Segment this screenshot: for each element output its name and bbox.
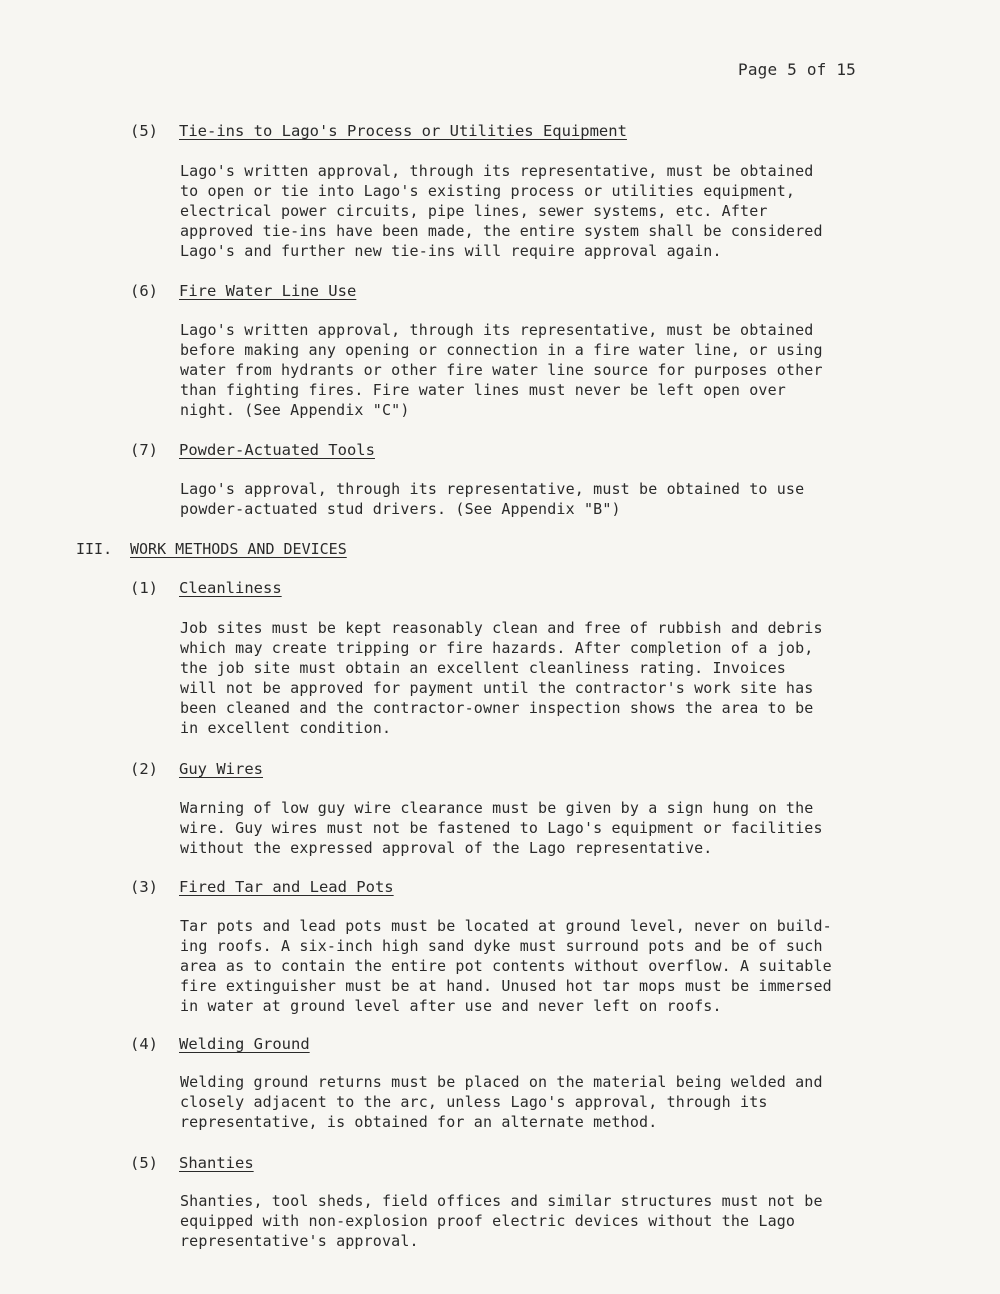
item-title: Shanties [179, 1154, 254, 1172]
paragraph-line: Tar pots and lead pots must be located at ground level, never on build- [180, 917, 832, 935]
item-number: (1) [130, 579, 158, 597]
item-paragraph [180, 618, 892, 738]
page-number: Page 5 of 15 [738, 60, 856, 79]
item-number: (2) [130, 760, 158, 778]
item-number: (3) [130, 878, 158, 896]
item-heading [130, 441, 375, 459]
paragraph-line: in water at ground level after use and never left on roofs. [180, 997, 722, 1015]
paragraph-line: Lago's written approval, through its representative, must be obtained [180, 162, 814, 180]
paragraph-line: been cleaned and the contractor-owner inspection shows the area to be [180, 699, 814, 717]
item-heading [130, 122, 627, 140]
paragraph-line: the job site must obtain an excellent cleanliness rating. Invoices [180, 659, 786, 677]
item-title: Tie-ins to Lago's Process or Utilities Equipment [179, 122, 627, 140]
item-title: Cleanliness [179, 579, 282, 597]
paragraph-line: night. (See Appendix "C") [180, 401, 410, 419]
paragraph-line: than fighting fires. Fire water lines must never be left open over [180, 381, 786, 399]
item-number: (5) [130, 122, 158, 140]
paragraph-line: fire extinguisher must be at hand. Unused hot tar mops must be immersed [180, 977, 832, 995]
item-paragraph [180, 479, 892, 519]
item-number: (5) [130, 1154, 158, 1172]
paragraph-line: representative, is obtained for an alternate method. [180, 1113, 658, 1131]
item-paragraph [180, 1072, 892, 1132]
paragraph-line: Lago's and further new tie-ins will require approval again. [180, 242, 722, 260]
paragraph-line: Lago's written approval, through its representative, must be obtained [180, 321, 814, 339]
item-number: (6) [130, 282, 158, 300]
paragraph-line: ing roofs. A six-inch high sand dyke must surround pots and be of such [180, 937, 823, 955]
item-heading [130, 579, 282, 597]
paragraph-line: which may create tripping or fire hazards. After completion of a job, [180, 639, 814, 657]
item-heading [130, 1154, 254, 1172]
item-heading [130, 282, 356, 300]
item-title: Powder-Actuated Tools [179, 441, 375, 459]
section-title: WORK METHODS AND DEVICES [130, 540, 347, 558]
item-title: Fire Water Line Use [179, 282, 357, 300]
paragraph-line: before making any opening or connection in a fire water line, or using [180, 341, 823, 359]
paragraph-line: to open or tie into Lago's existing process or utilities equipment, [180, 182, 796, 200]
item-paragraph [180, 320, 892, 420]
item-title: Guy Wires [179, 760, 263, 778]
item-paragraph [180, 161, 892, 261]
item-paragraph [180, 1191, 892, 1251]
paragraph-line: area as to contain the entire pot contents without overflow. A suitable [180, 957, 832, 975]
item-paragraph [180, 798, 892, 858]
item-heading [130, 1035, 310, 1053]
paragraph-line: without the expressed approval of the Lago representative. [180, 839, 713, 857]
paragraph-line: water from hydrants or other fire water line source for purposes other [180, 361, 823, 379]
paragraph-line: Lago's approval, through its representative, must be obtained to use [180, 480, 805, 498]
paragraph-line: Shanties, tool sheds, field offices and similar structures must not be [180, 1192, 823, 1210]
paragraph-line: in excellent condition. [180, 719, 392, 737]
paragraph-line: representative's approval. [180, 1232, 419, 1250]
paragraph-line: wire. Guy wires must not be fastened to Lago's equipment or facilities [180, 819, 823, 837]
paragraph-line: will not be approved for payment until the contractor's work site has [180, 679, 814, 697]
item-heading [130, 878, 394, 896]
item-title: Fired Tar and Lead Pots [179, 878, 394, 896]
item-title: Welding Ground [179, 1035, 310, 1053]
section-heading [76, 540, 347, 558]
item-number: (7) [130, 441, 158, 459]
item-paragraph [180, 916, 892, 1016]
paragraph-line: equipped with non-explosion proof electric devices without the Lago [180, 1212, 796, 1230]
paragraph-line: closely adjacent to the arc, unless Lago's approval, through its [180, 1093, 768, 1111]
item-heading [130, 760, 263, 778]
paragraph-line: Job sites must be kept reasonably clean and free of rubbish and debris [180, 619, 823, 637]
paragraph-line: electrical power circuits, pipe lines, sewer systems, etc. After [180, 202, 768, 220]
item-number: (4) [130, 1035, 158, 1053]
paragraph-line: Welding ground returns must be placed on the material being welded and [180, 1073, 823, 1091]
paragraph-line: Warning of low guy wire clearance must be given by a sign hung on the [180, 799, 814, 817]
section-numeral: III. [76, 540, 113, 558]
paragraph-line: approved tie-ins have been made, the entire system shall be considered [180, 222, 823, 240]
paragraph-line: powder-actuated stud drivers. (See Appendix "B") [180, 500, 621, 518]
